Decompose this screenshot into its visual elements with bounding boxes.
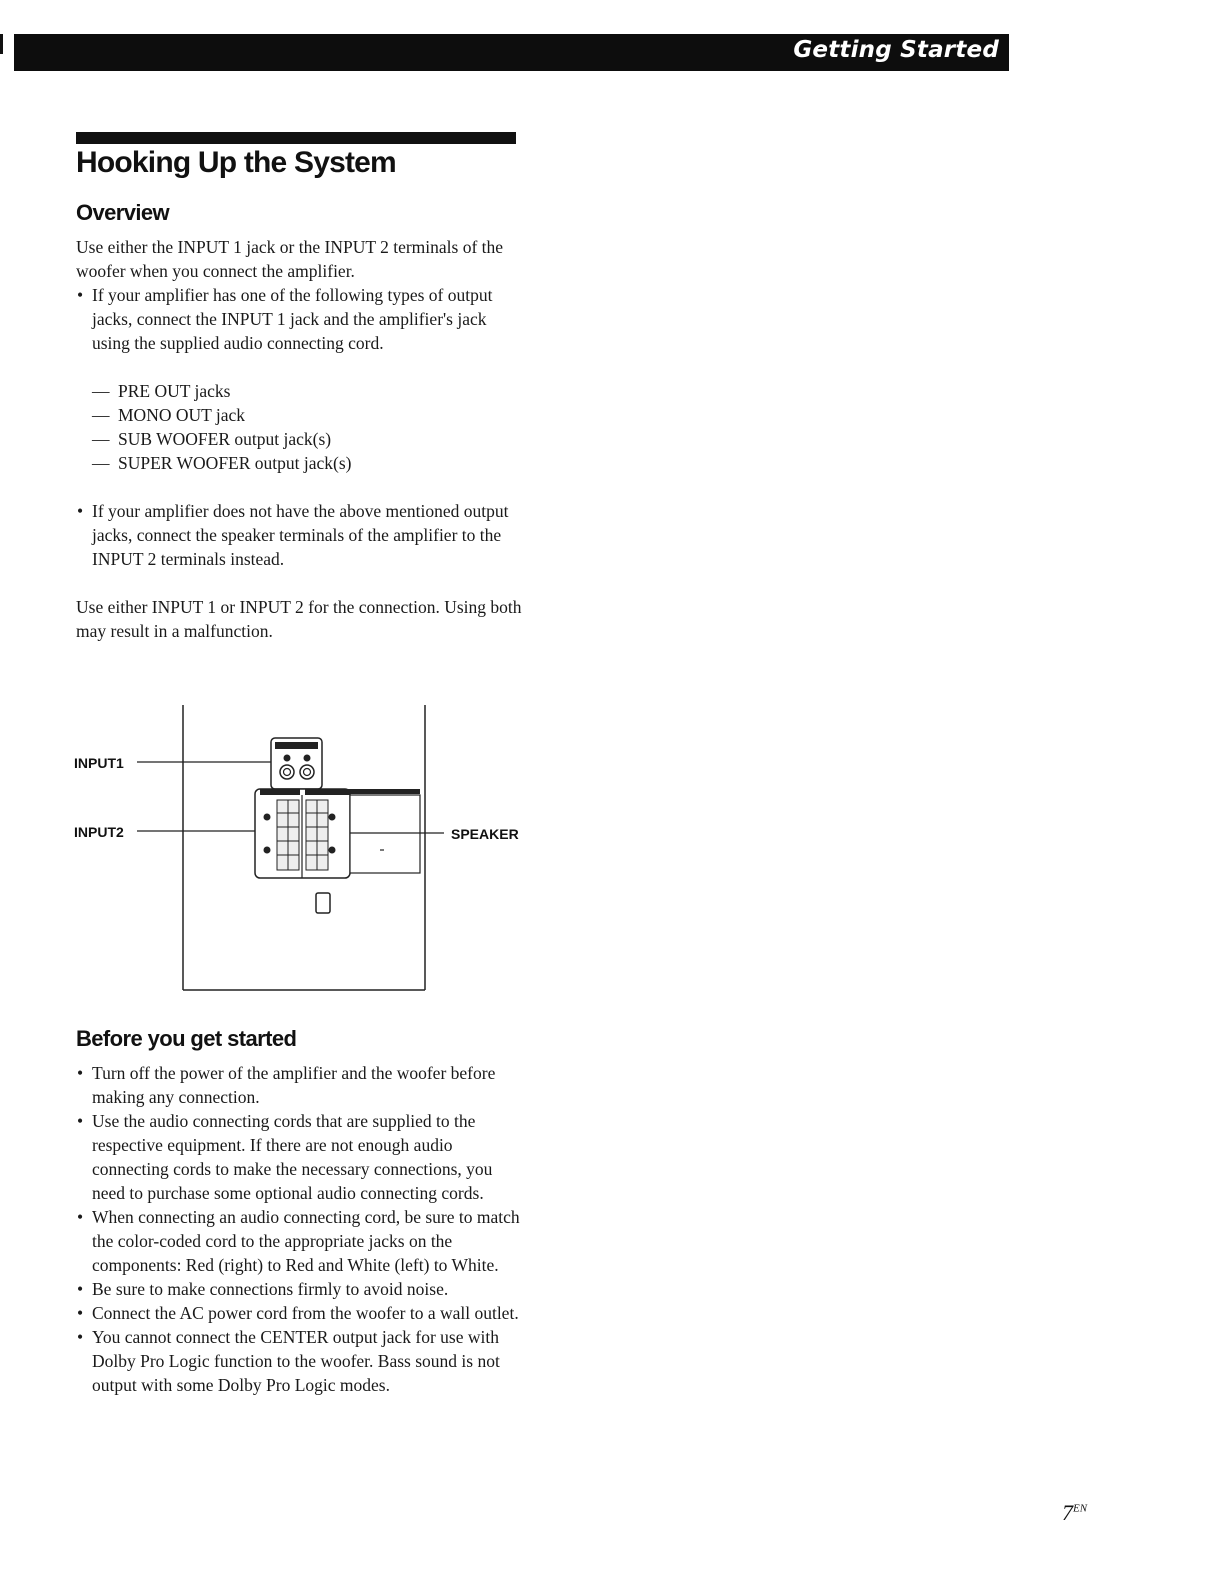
section-rule bbox=[76, 132, 516, 144]
input1-jack-block bbox=[271, 738, 322, 789]
jack-type-item: — SUPER WOOFER output jack(s) bbox=[92, 451, 526, 475]
page-edge-mark bbox=[0, 34, 3, 54]
power-switch-icon bbox=[316, 893, 330, 913]
jack-type-list bbox=[76, 379, 526, 475]
before-item: • When connecting an audio connecting cord, be sure to match the color-coded cord to the appropriate jacks on the components: Red (right) to Red and White (left) to White. bbox=[76, 1205, 526, 1277]
overview-intro: Use either the INPUT 1 jack or the INPUT 2 terminals of the woofer when you connect the amplifier. bbox=[76, 237, 504, 281]
page-title: Hooking Up the System bbox=[76, 146, 396, 179]
section-header-bar bbox=[14, 34, 1009, 71]
jack-type-item: — MONO OUT jack bbox=[92, 403, 526, 427]
before-body bbox=[76, 1061, 526, 1397]
before-item: • You cannot connect the CENTER output jack for use with Dolby Pro Logic function to the woofer. Bass sound is not output with some Dolby Pro Logic modes. bbox=[76, 1325, 526, 1397]
before-item: • Turn off the power of the amplifier and the woofer before making any connection. bbox=[76, 1061, 526, 1109]
page-number-suffix: EN bbox=[1073, 1502, 1088, 1515]
overview-bullets-1 bbox=[76, 283, 526, 355]
overview-bullet-1: • If your amplifier has one of the following types of output jacks, connect the INPUT 1 jack and the amplifier's jack using the supplied audio connecting cord. bbox=[76, 283, 526, 355]
section-header-title: Getting Started bbox=[793, 37, 999, 63]
input2-label: INPUT2 bbox=[74, 824, 124, 840]
jack-type-item: — PRE OUT jacks bbox=[92, 379, 526, 403]
speaker-label: SPEAKER bbox=[451, 826, 519, 842]
overview-heading: Overview bbox=[76, 200, 170, 225]
page-number-value: 7 bbox=[1062, 1500, 1073, 1525]
before-list bbox=[76, 1061, 526, 1397]
before-heading: Before you get started bbox=[76, 1026, 297, 1051]
jack-type-item: — SUB WOOFER output jack(s) bbox=[92, 427, 526, 451]
connection-note: Use either INPUT 1 or INPUT 2 for the connection. Using both may result in a malfunction. bbox=[76, 597, 522, 641]
before-item: • Connect the AC power cord from the woofer to a wall outlet. bbox=[76, 1301, 526, 1325]
overview-bullet-2: • If your amplifier does not have the above mentioned output jacks, connect the speaker terminals of the amplifier to the INPUT 2 terminals instead. bbox=[76, 499, 526, 571]
overview-bullets-2 bbox=[76, 499, 526, 571]
before-item: • Use the audio connecting cords that are supplied to the respective equipment. If there are not enough audio connecting cords to make the necessary connections, you need to purchase some optional audio connecting cords. bbox=[76, 1109, 526, 1205]
connection-diagram bbox=[70, 700, 540, 1000]
page-number bbox=[1062, 1500, 1087, 1526]
input1-label: INPUT1 bbox=[74, 755, 124, 771]
before-item: • Be sure to make connections firmly to avoid noise. bbox=[76, 1277, 526, 1301]
overview-body bbox=[76, 235, 526, 643]
